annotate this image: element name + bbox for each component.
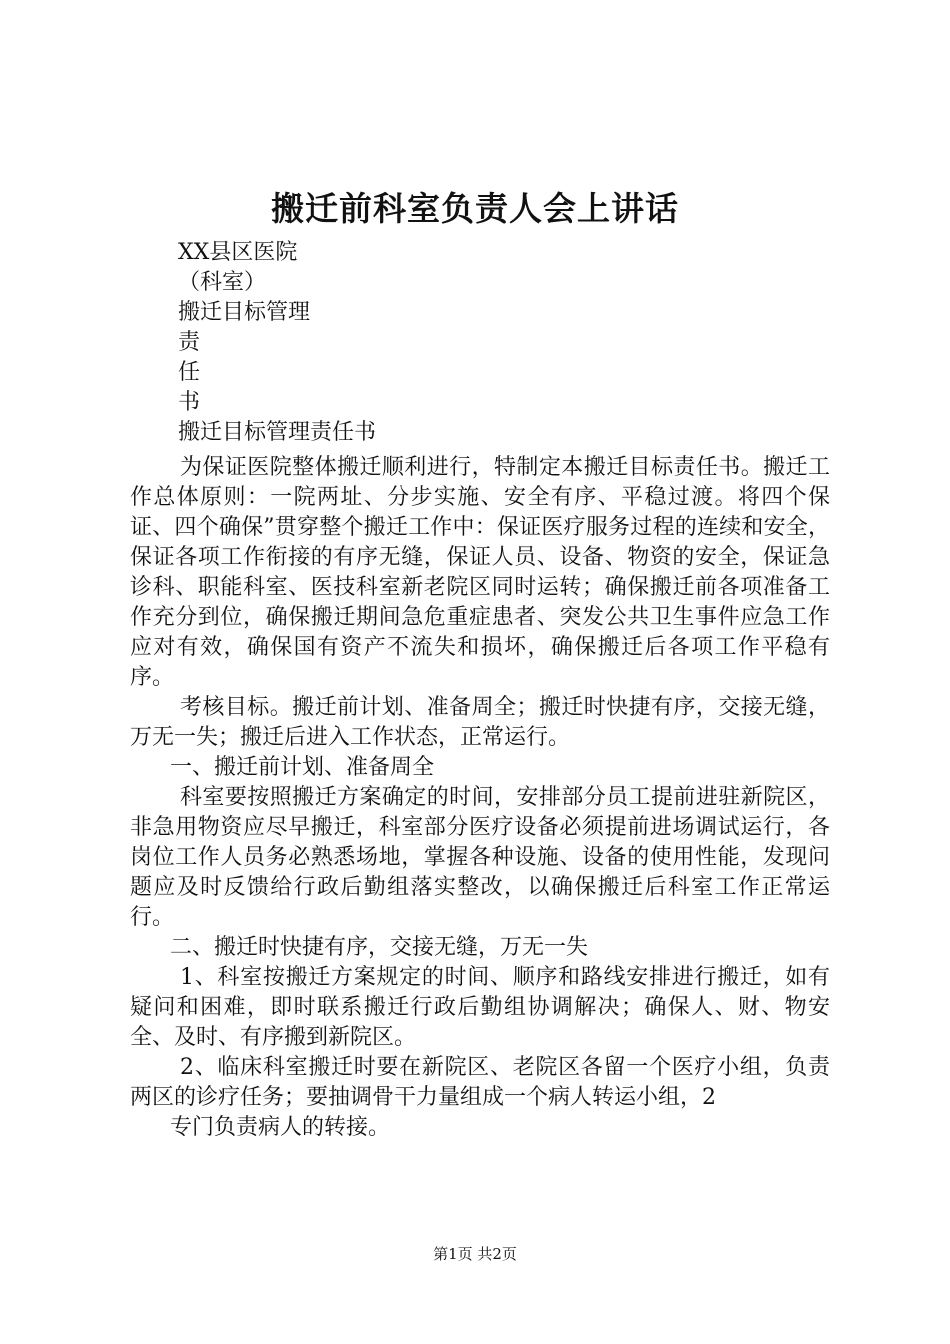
header-block [178,238,376,448]
header-line-char-1: 责 [178,330,201,355]
header-line-hospital: XX县区医院 [178,240,298,265]
header-line-responsibility-title: 搬迁目标管理责任书 [178,420,377,445]
header-line-char-3: 书 [178,390,201,415]
paragraph-item-2: 2、临床科室搬迁时要在新院区、老院区各留一个医疗小组，负责两区的诊疗任务；要抽调骨干力量组成一个病人转运小组，2 [130,1055,830,1110]
header-line-department: （科室） [178,270,267,295]
header-line-char-2: 任 [178,360,201,385]
paragraph-assessment-goals: 考核目标。搬迁前计划、准备周全；搬迁时快捷有序，交接无缝，万无一失；搬迁后进入工作状态，正常运行。 [130,695,830,750]
document-body [130,453,830,1143]
section-heading-2: 二、搬迁时快捷有序，交接无缝，万无一失 [170,935,589,960]
section-heading-1: 一、搬迁前计划、准备周全 [170,755,435,780]
document-title: 搬迁前科室负责人会上讲话 [271,189,679,228]
header-line-target-management: 搬迁目标管理 [178,300,311,325]
paragraph-continuation: 专门负责病人的转接。 [170,1115,391,1140]
paragraph-section-1: 科室要按照搬迁方案确定的时间，安排部分员工提前进驻新院区，非急用物资应尽早搬迁，科室部分医疗设备必须提前进场调试运行，各岗位工作人员务必熟悉场地，掌握各种设施、设备的使用性能，发现问题应及时反馈给行政后勤组落实整改，以确保搬迁后科室工作正常运行。 [130,785,830,930]
paragraph-item-1: 1、科室按搬迁方案规定的时间、顺序和路线安排进行搬迁，如有疑问和困难，即时联系搬迁行政后勤组协调解决；确保人、财、物安全、及时、有序搬到新院区。 [130,965,830,1050]
paragraph-intro: 为保证医院整体搬迁顺利进行，特制定本搬迁目标责任书。搬迁工作总体原则：一院两址、分步实施、安全有序、平稳过渡。将四个保证、四个确保”贯穿整个搬迁工作中：保证医疗服务过程的连续和安全，保证各项工作衔接的有序无缝，保证人员、设备、物资的安全，保证急诊科、职能科室、医技科室新老院区同时运转；确保搬迁前各项准备工作充分到位，确保搬迁期间急危重症患者、突发公共卫生事件应急工作应对有效，确保国有资产不流失和损坏，确保搬迁后各项工作平稳有序。 [130,455,830,690]
page-footer: 第1页 共2页 [433,1245,517,1263]
